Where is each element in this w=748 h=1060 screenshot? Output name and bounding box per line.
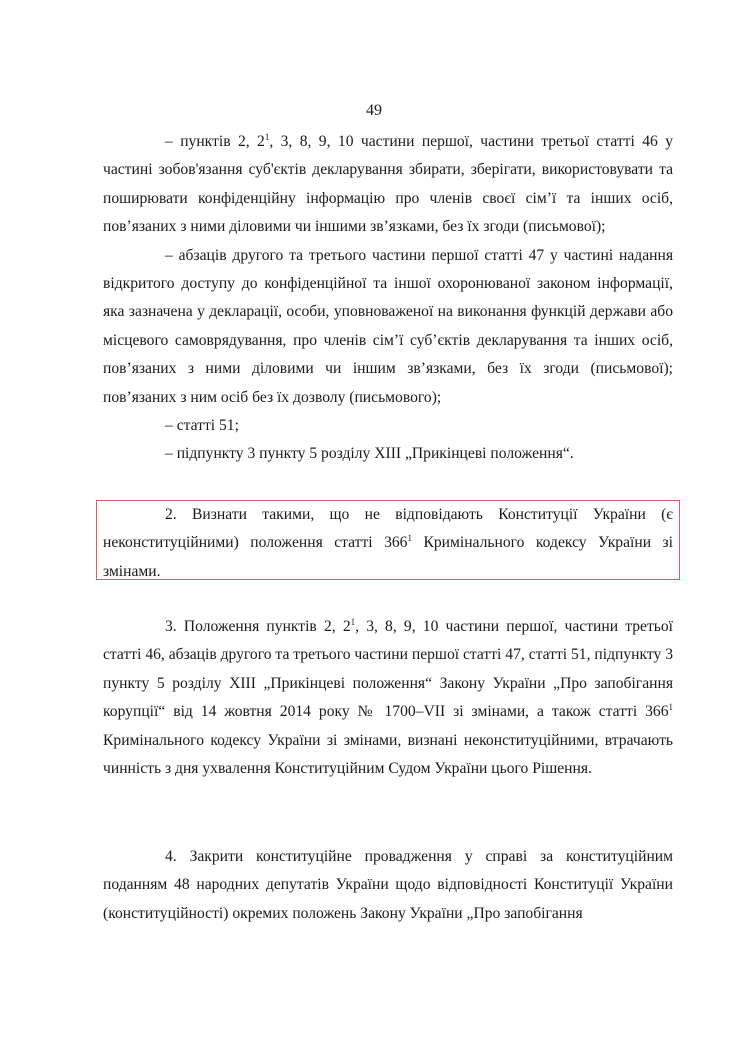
list-item: – абзаців другого та третього частини першої статті 47 у частині надання відкритого доступу до конфіденційної та іншої охоронюваної законом інформації, яка зазначена у декларації, особи, уповноваженої на виконання функцій держави або місцевого самоврядування, про членів сім’ї суб’єктів декларування та інших осіб, пов’язаних з ними діловими чи іншим зв’язками, без їх згоди (письмової); пов’язаних з ним осіб без їх дозволу (письмового); <box>103 246 673 406</box>
page-number: 49 <box>366 102 382 119</box>
point-3: 3. Положення пунктів 2, $2^1$, 3, 8, 9, 10 частини першої, частини третьої статті 46, абзаців другого та третього частини першої статті 47, статті 51, підпункту 3 пункту 5 розділу XIII „Прикінцеві положення“ Закону України „Про запобігання корупції“ від 14 жовтня 2014 року № 1700–VII зі змінами, а також статті $366^1$ Кримінального кодексу України зі змінами, визнані неконституційними, втрачають чинність з дня ухвалення Конституційним Судом України цього Рішення. <box>103 616 673 778</box>
exceptions-list <box>103 128 673 469</box>
list-item: – підпункту 3 пункту 5 розділу XIII „Прикінцеві положення“. <box>165 445 574 463</box>
list-item: – статті 51; <box>165 417 239 435</box>
point-2: 2. Визнати такими, що не відповідають Конституції України (є неконституційними) положення статті $366^1$ Кримінального кодексу України зі змінами. <box>103 506 673 580</box>
list-item: – пунктів 2, $2^1$, 3, 8, 9, 10 частини першої, частини третьої статті 46 у частині зобов'язання суб'єктів декларування збирати, зберігати, використовувати та поширювати конфіденційну інформацію про членів своєї сім’ї та інших осіб, пов’язаних з ними діловими чи іншими зв’язками, без їх згоди (письмової); <box>103 131 673 236</box>
point-4: 4. Закрити конституційне провадження у справі за конституційним поданням 48 народних депутатів України щодо відповідності Конституції України (конституційності) окремих положень Закону України „Про запобігання <box>103 848 673 922</box>
